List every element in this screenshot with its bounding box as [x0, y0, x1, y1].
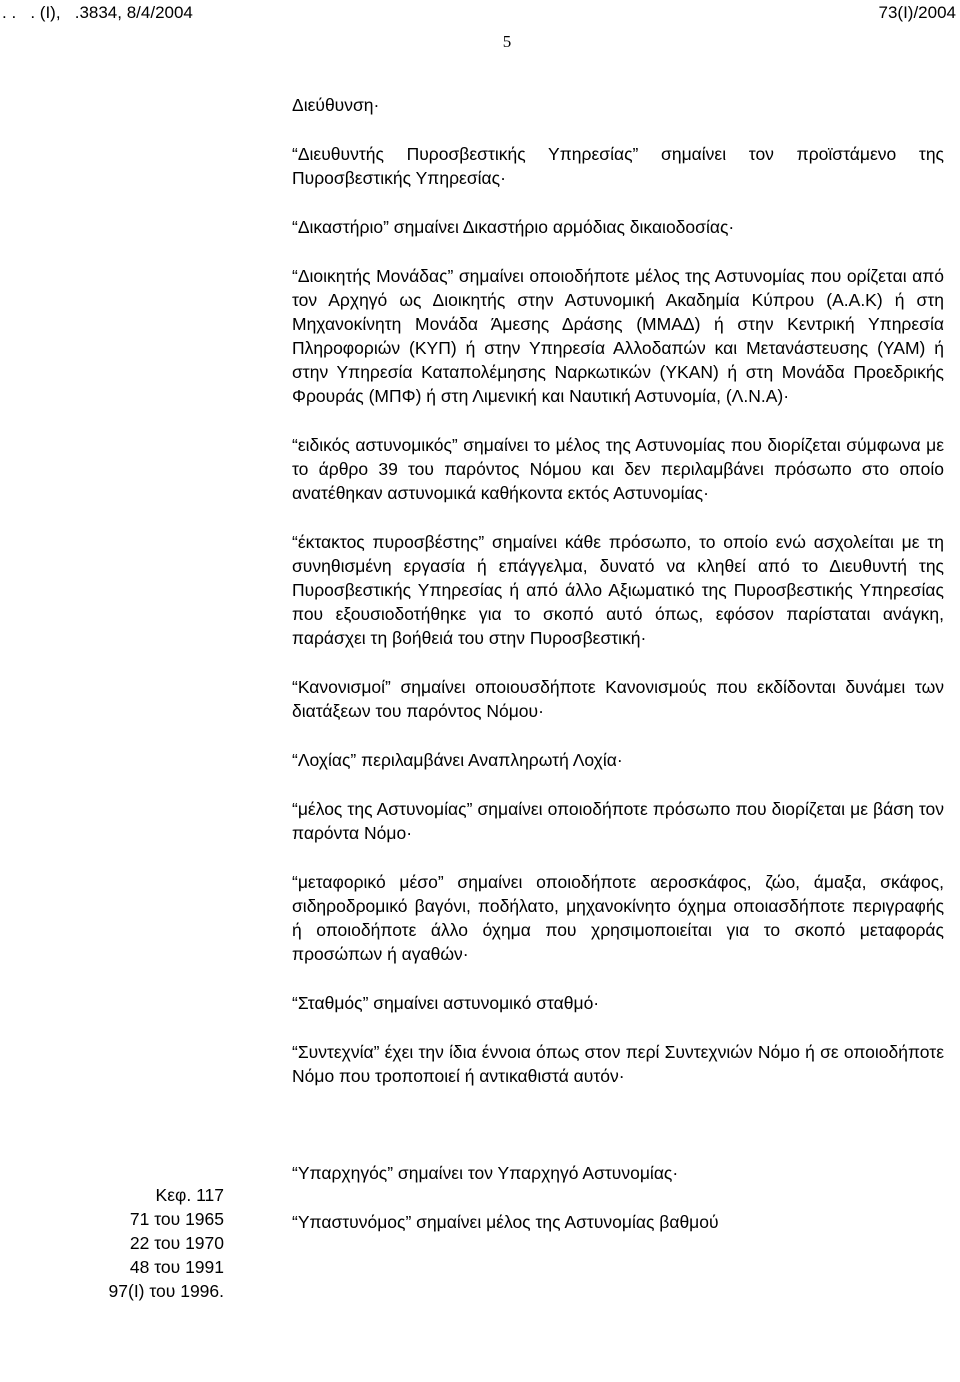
page-header: [0, 2, 960, 26]
definition-special-officer: “ειδικός αστυνομικός” σημαίνει το μέλος της Αστυνομίας που διορίζεται σύμφωνα με το άρθρο 39 του παρόντος Νόμου και δεν περιλαμβάνει πρόσωπο στο οποίο ανατέθηκαν αστυνομικά καθήκοντα εκτός Αστυνομίας·: [292, 435, 944, 503]
page-number: 5: [502, 32, 512, 51]
definition-station: “Σταθμός” σημαίνει αστυνομικό σταθμό·: [292, 993, 600, 1013]
law-number: 73(Ι)/2004: [878, 3, 956, 22]
definition-means-of-transport: “μεταφορικό μέσο” σημαίνει οποιοδήποτε αεροσκάφος, ζώο, άμαξα, σκάφος, σιδηροδρομικό βαγόνι, ποδήλατο, μηχανοκίνητο όχημα οποιασδήποτε περιγραφής ή οποιοδήποτε άλλο όχημα που χρησιμοποιείται για το σκοπό μεταφοράς προσώπων ή αγαθών·: [292, 872, 944, 964]
definition-regulations: “Κανονισμοί” σημαίνει οποιουσδήποτε Κανονισμούς που εκδίδονται δυνάμει των διατάξεων του παρόντος Νόμου·: [292, 677, 944, 721]
legislation-reference: 71 του 1965: [129, 1209, 224, 1229]
header-reference: . . . (Ι), .3834, 8/4/2004: [2, 3, 193, 22]
definition-police-member: “μέλος της Αστυνομίας” σημαίνει οποιοδήποτε πρόσωπο που διορίζεται με βάση τον παρόντα Νόμο·: [292, 799, 944, 843]
definition-unit-commander: “Διοικητής Μονάδας” σημαίνει οποιοδήποτε μέλος της Αστυνομίας που ορίζεται από τον Αρχηγό ως Διοικητής στην Αστυνομική Ακαδημία Κύπρου (Α.Α.Κ) ή στη Μηχανοκίνητη Μονάδα Άμεσης Δράσης (ΜΜΑΔ) ή στην Κεντρική Υπηρεσία Πληροφοριών (ΚΥΠ) ή στην Υπηρεσία Αλλοδαπών και Μετανάστευσης (ΥΑΜ) ή στην Υπηρεσία Καταπολέμησης Ναρκωτικών (ΥΚΑΝ) ή στη Μονάδα Προεδρικής Φρουράς (ΜΠΦ) ή στη Λιμενική και Ναυτική Αστυνομία, (Λ.Ν.Α)·: [292, 266, 944, 406]
definitions-list: [292, 142, 944, 1259]
legislation-reference: 97(Ι) του 1996.: [108, 1281, 224, 1301]
legislation-reference: Κεφ. 117: [155, 1185, 224, 1205]
definition-auxiliary-firefighter: “έκτακτος πυροσβέστης” σημαίνει κάθε πρόσωπο, το οποίο ενώ ασχολείται με τη συνηθισμένη εργασία ή επάγγελμα, δυνατό να κληθεί από το Διευθυντή της Πυροσβεστικής Υπηρεσίας ή από άλλο Αξιωματικό της Πυροσβεστικής Υπηρεσίας που εξουσιοδοτήθηκε για το σκοπό αυτό όπως, εφόσον παρίσταται ανάγκη, παράσχει τη βοήθειά του στην Πυροσβεστική·: [292, 532, 944, 648]
definition-trade-union: “Συντεχνία” έχει την ίδια έννοια όπως στον περί Συντεχνιών Νόμο ή σε οποιοδήποτε Νόμο που τροποποιεί ή αντικαθιστά αυτόν·: [292, 1042, 944, 1086]
legislation-reference: 48 του 1991: [129, 1257, 224, 1277]
margin-legislation-references: [100, 1183, 224, 1303]
definition-sergeant: “Λοχίας” περιλαμβάνει Αναπληρωτή Λοχία·: [292, 750, 623, 770]
definition-court: “Δικαστήριο” σημαίνει Δικαστήριο αρμόδιας δικαιοδοσίας·: [292, 217, 735, 237]
definition-inspector: “Υπαστυνόμος” σημαίνει μέλος της Αστυνομίας βαθμού: [292, 1212, 719, 1232]
definition-fire-chief: “Διευθυντής Πυροσβεστικής Υπηρεσίας” σημαίνει τον προϊστάμενο της Πυροσβεστικής Υπηρεσίας·: [292, 144, 944, 188]
legislation-reference: 22 του 1970: [129, 1233, 224, 1253]
intro-text: Διεύθυνση·: [292, 95, 380, 115]
definition-deputy-chief: “Υπαρχηγός” σημαίνει τον Υπαρχηγό Αστυνομίας·: [292, 1163, 679, 1183]
